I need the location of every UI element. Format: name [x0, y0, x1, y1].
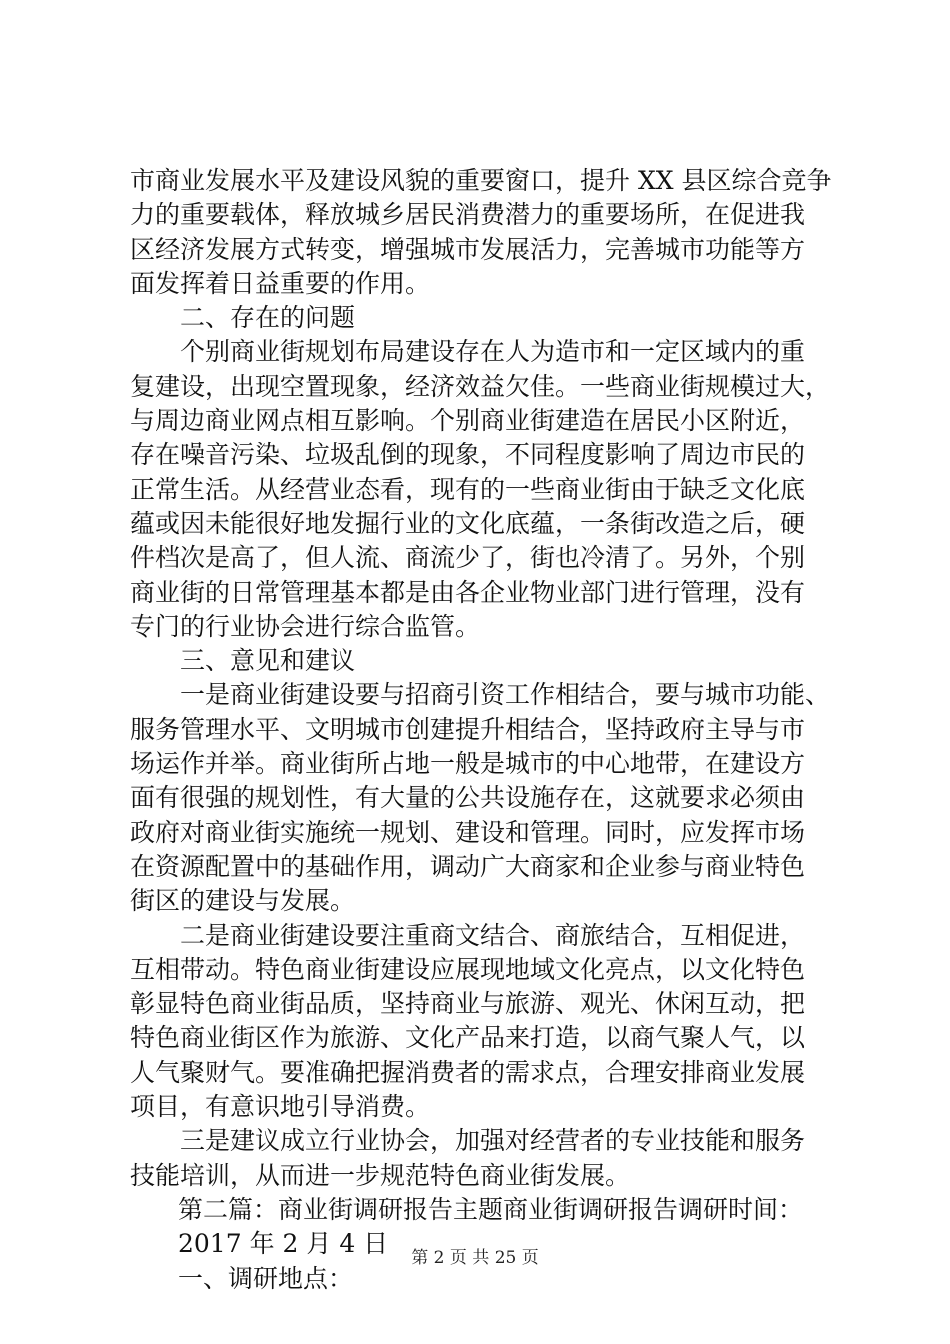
- text-line: 人气聚财气。要准确把握消费者的需求点，合理安排商业发展: [130, 1057, 806, 1087]
- text-line: 三是建议成立行业协会，加强对经营者的专业技能和服务: [180, 1126, 806, 1156]
- text-line: 正常生活。从经营业态看，现有的一些商业街由于缺乏文化底: [130, 474, 806, 504]
- body-text: [130, 164, 830, 1296]
- text-line: 政府对商业街实施统一规划、建设和管理。同时，应发挥市场: [130, 817, 806, 847]
- text-line: 技能培训，从而进一步规范特色商业街发展。: [130, 1160, 631, 1190]
- text-line: 件档次是高了，但人流、商流少了，街也冷清了。另外，个别: [130, 543, 806, 573]
- text-line: 街区的建设与发展。: [130, 886, 356, 916]
- text-line: 第二篇：商业街调研报告主题商业街调研报告调研时间：: [178, 1194, 804, 1224]
- text-line: 个别商业街规划布局建设存在人为造市和一定区域内的重: [180, 337, 806, 367]
- text-line: 彰显特色商业街品质，坚持商业与旅游、观光、休闲互动，把: [130, 989, 806, 1019]
- section-heading: 二、存在的问题: [180, 303, 356, 333]
- text-line: 蕴或因未能很好地发掘行业的文化底蕴，一条街改造之后，硬: [130, 508, 806, 538]
- text-line: 商业街的日常管理基本都是由各企业物业部门进行管理，没有: [130, 577, 806, 607]
- text-line: 专门的行业协会进行综合监管。: [130, 611, 481, 641]
- text-line: 面发挥着日益重要的作用。: [130, 268, 431, 298]
- text-line: 一、调研地点：: [178, 1263, 354, 1293]
- text-line: 在资源配置中的基础作用，调动广大商家和企业参与商业特色: [130, 851, 806, 881]
- text-line: 2017 年 2 月 4 日: [178, 1229, 389, 1259]
- text-line: 力的重要载体，释放城乡居民消费潜力的重要场所，在促进我: [130, 200, 806, 230]
- text-line: 互相带动。特色商业街建设应展现地域文化亮点，以文化特色: [130, 954, 806, 984]
- text-line: 特色商业街区作为旅游、文化产品来打造，以商气聚人气，以: [130, 1023, 806, 1053]
- page-footer: [0, 1243, 950, 1268]
- text-line: 存在噪音污染、垃圾乱倒的现象，不同程度影响了周边市民的: [130, 440, 806, 470]
- text-line: 区经济发展方式转变，增强城市发展活力，完善城市功能等方: [130, 234, 806, 264]
- text-line: 二是商业街建设要注重商文结合、商旅结合，互相促进，: [180, 920, 806, 950]
- text-line: 面有很强的规划性，有大量的公共设施存在，这就要求必须由: [130, 783, 806, 813]
- section-heading: 三、意见和建议: [180, 646, 356, 676]
- text-line: 服务管理水平、文明城市创建提升相结合，坚持政府主导与市: [130, 714, 806, 744]
- page-number: 第 2 页 共 25 页: [411, 1248, 539, 1268]
- text-line: 一是商业街建设要与招商引资工作相结合，要与城市功能、: [180, 680, 831, 710]
- text-line: 复建设，出现空置现象，经济效益欠佳。一些商业街规模过大，: [130, 371, 831, 401]
- text-line: 场运作并举。商业街所占地一般是城市的中心地带，在建设方: [130, 749, 806, 779]
- text-line: 与周边商业网点相互影响。个别商业街建造在居民小区附近，: [130, 406, 806, 436]
- text-line: 项目，有意识地引导消费。: [130, 1092, 431, 1122]
- text-line: 市商业发展水平及建设风貌的重要窗口，提升 XX 县区综合竞争: [130, 166, 832, 195]
